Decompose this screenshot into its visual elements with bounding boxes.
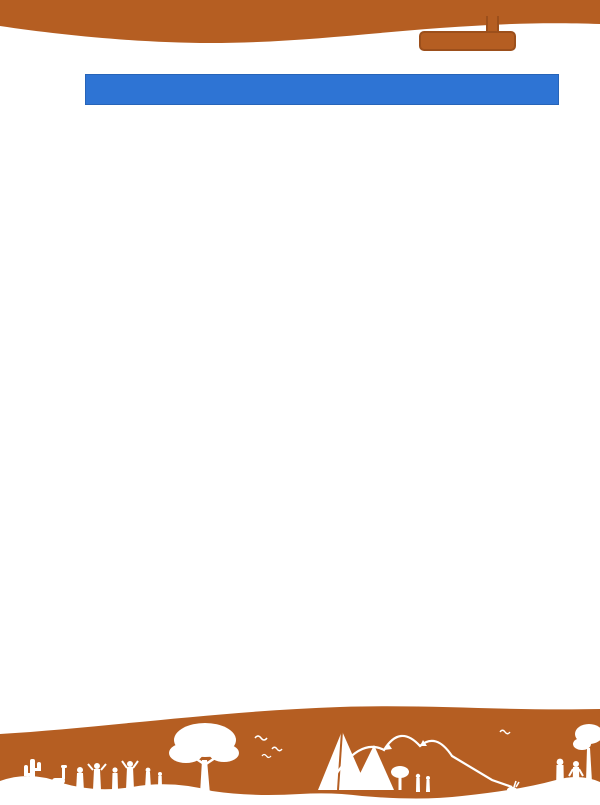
petroglyph-column-left xyxy=(8,0,42,762)
main-content xyxy=(85,45,559,120)
footer-band xyxy=(0,704,600,800)
eje-box xyxy=(85,74,559,105)
petroglyph-column-right xyxy=(560,0,594,748)
